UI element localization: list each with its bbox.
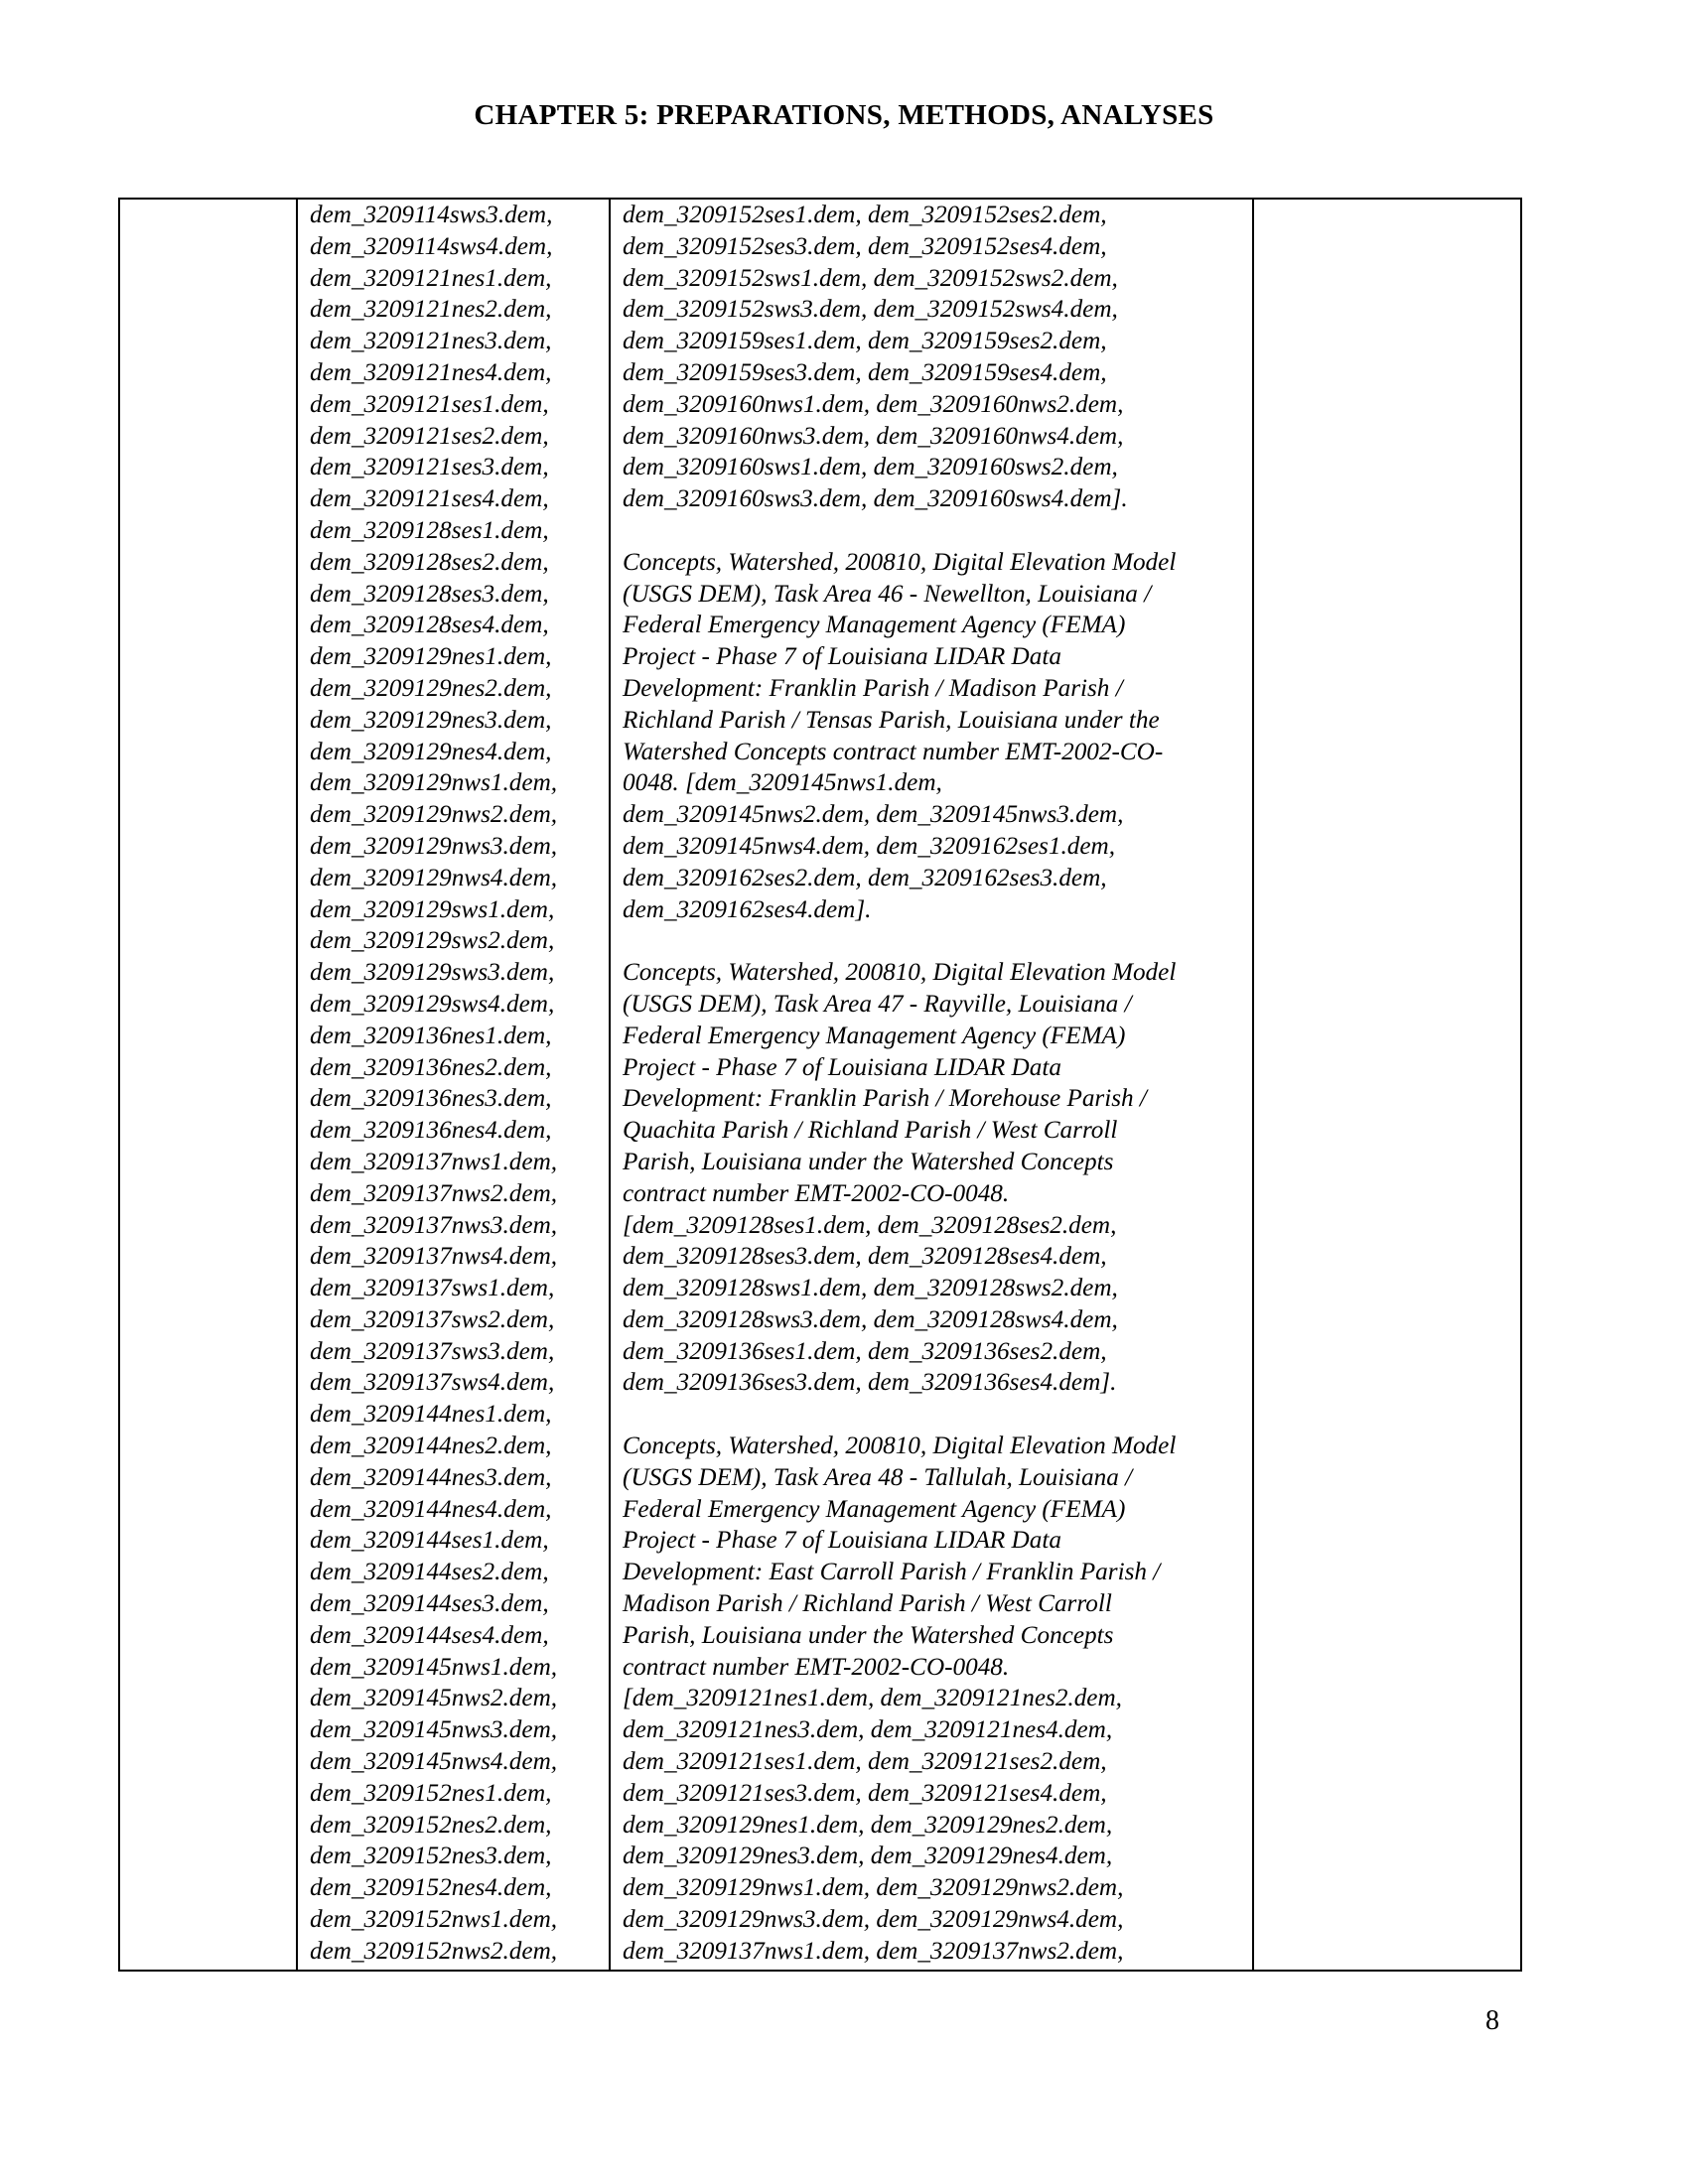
blank-line — [623, 1399, 1248, 1431]
table-text-line: dem_3209144nes3.dem, — [310, 1463, 552, 1491]
table-text-line: dem_3209152nes2.dem, — [310, 1811, 552, 1839]
table-text-line: dem_3209121nes2.dem, — [310, 296, 552, 324]
table-text-line: dem_3209121ses1.dem, — [310, 390, 549, 418]
table-text-line: dem_3209128sws1.dem, dem_3209128sws2.dem, — [623, 1275, 1118, 1302]
table-text-line: Federal Emergency Management Agency (FEMA) — [623, 1022, 1126, 1049]
column-divider-2 — [609, 200, 611, 1970]
table-text-line: dem_3209160sws3.dem, dem_3209160sws4.dem]. — [623, 485, 1128, 513]
table-text-line: dem_3209129nws1.dem, — [310, 769, 558, 797]
references-table — [118, 198, 1522, 1972]
table-text-line: dem_3209137nws2.dem, — [310, 1179, 558, 1207]
table-text-line: dem_3209152nws2.dem, — [310, 1937, 558, 1965]
table-text-line: dem_3209137nws1.dem, — [310, 1148, 558, 1175]
column-divider-3 — [1252, 200, 1254, 1970]
table-text-line: dem_3209145nws2.dem, dem_3209145nws3.dem, — [623, 801, 1124, 829]
table-text-line: dem_3209136ses3.dem, dem_3209136ses4.dem]. — [623, 1369, 1117, 1397]
table-text-line: dem_3209129sws1.dem, — [310, 895, 555, 923]
table-text-line: dem_3209144ses3.dem, — [310, 1590, 549, 1618]
table-text-line: dem_3209137nws3.dem, — [310, 1211, 558, 1239]
table-text-line: Project - Phase 7 of Louisiana LIDAR Data — [623, 1053, 1061, 1081]
table-text-line: dem_3209162ses4.dem]. — [623, 895, 872, 923]
table-text-line: dem_3209129sws2.dem, — [310, 927, 555, 955]
table-text-line: dem_3209128ses2.dem, — [310, 548, 549, 576]
table-text-line: dem_3209144nes4.dem, — [310, 1495, 552, 1523]
table-text-line: dem_3209162ses2.dem, dem_3209162ses3.dem, — [623, 864, 1107, 891]
table-text-line: dem_3209136nes4.dem, — [310, 1117, 552, 1145]
table-text-line: dem_3209145nws2.dem, — [310, 1685, 558, 1712]
table-text-line: (USGS DEM), Task Area 48 - Tallulah, Louisiana / — [623, 1463, 1133, 1491]
table-text-line: dem_3209136nes2.dem, — [310, 1053, 552, 1081]
table-column-citations — [623, 200, 1248, 1968]
table-text-line: dem_3209144nes1.dem, — [310, 1401, 552, 1429]
table-text-line: dem_3209128ses1.dem, — [310, 516, 549, 544]
table-text-line: dem_3209136nes1.dem, — [310, 1022, 552, 1049]
page-title: CHAPTER 5: PREPARATIONS, METHODS, ANALYSES — [474, 99, 1214, 131]
table-text-line: (USGS DEM), Task Area 47 - Rayville, Louisiana / — [623, 990, 1132, 1018]
table-text-line: dem_3209114sws3.dem, — [310, 202, 553, 228]
table-text-line: dem_3209152nws1.dem, — [310, 1906, 558, 1934]
table-text-line: dem_3209152ses1.dem, dem_3209152ses2.dem, — [623, 202, 1107, 228]
table-text-line: dem_3209137sws1.dem, — [310, 1275, 555, 1302]
table-text-line: dem_3209137sws2.dem, — [310, 1305, 555, 1333]
table-text-line: Watershed Concepts contract number EMT-2002-CO- — [623, 738, 1164, 765]
table-column-dem-files — [310, 200, 606, 1968]
table-text-line: dem_3209160nws3.dem, dem_3209160nws4.dem, — [623, 422, 1124, 450]
table-text-line: [dem_3209128ses1.dem, dem_3209128ses2.dem, — [623, 1211, 1117, 1239]
table-text-line: dem_3209114sws4.dem, — [310, 232, 553, 260]
table-text-line: dem_3209121ses1.dem, dem_3209121ses2.dem, — [623, 1748, 1107, 1776]
table-text-line: dem_3209137nws4.dem, — [310, 1243, 558, 1271]
table-text-line: Concepts, Watershed, 200810, Digital Elevation Model — [623, 959, 1177, 987]
table-text-line: dem_3209129sws3.dem, — [310, 959, 555, 987]
table-text-line: dem_3209144ses4.dem, — [310, 1621, 549, 1649]
table-text-line: Quachita Parish / Richland Parish / West Carroll — [623, 1117, 1118, 1145]
table-text-line: dem_3209129nes3.dem, dem_3209129nes4.dem, — [623, 1843, 1113, 1870]
blank-line — [623, 925, 1248, 957]
table-text-line: dem_3209144ses2.dem, — [310, 1559, 549, 1586]
table-text-line: (USGS DEM), Task Area 46 - Newellton, Louisiana / — [623, 580, 1152, 608]
table-text-line: dem_3209159ses1.dem, dem_3209159ses2.dem, — [623, 328, 1107, 355]
table-text-line: dem_3209129nes4.dem, — [310, 738, 552, 765]
table-text-line: dem_3209121ses3.dem, — [310, 454, 549, 481]
table-text-line: dem_3209129nes1.dem, dem_3209129nes2.dem, — [623, 1811, 1113, 1839]
table-text-line: dem_3209129nws3.dem, — [310, 832, 558, 860]
table-text-line: dem_3209137sws3.dem, — [310, 1337, 555, 1365]
column-divider-1 — [296, 200, 298, 1970]
table-text-line: Parish, Louisiana under the Watershed Concepts — [623, 1148, 1114, 1175]
table-text-line: dem_3209136ses1.dem, dem_3209136ses2.dem, — [623, 1337, 1107, 1365]
table-text-line: dem_3209145nws3.dem, — [310, 1716, 558, 1744]
table-text-line: dem_3209128ses3.dem, — [310, 580, 549, 608]
table-text-line: dem_3209160nws1.dem, dem_3209160nws2.dem, — [623, 390, 1124, 418]
table-text-line: dem_3209152sws1.dem, dem_3209152sws2.dem, — [623, 264, 1118, 292]
table-text-line: dem_3209129nes1.dem, — [310, 643, 552, 671]
table-text-line: dem_3209128ses4.dem, — [310, 612, 549, 639]
table-text-line: contract number EMT-2002-CO-0048. — [623, 1179, 1010, 1207]
table-text-line: dem_3209129nws3.dem, dem_3209129nws4.dem, — [623, 1906, 1124, 1934]
table-text-line: dem_3209129nws4.dem, — [310, 864, 558, 891]
table-text-line: dem_3209152nes1.dem, — [310, 1779, 552, 1807]
page-number: 8 — [1485, 2005, 1499, 2036]
table-text-line: Project - Phase 7 of Louisiana LIDAR Data — [623, 1527, 1061, 1555]
table-text-line: Parish, Louisiana under the Watershed Concepts — [623, 1621, 1114, 1649]
table-text-line: dem_3209152nes4.dem, — [310, 1874, 552, 1902]
table-text-line: Madison Parish / Richland Parish / West Carroll — [623, 1590, 1112, 1618]
table-text-line: Development: Franklin Parish / Madison Parish / — [623, 674, 1123, 702]
table-text-line: 0048. [dem_3209145nws1.dem, — [623, 769, 942, 797]
table-text-line: dem_3209152ses3.dem, dem_3209152ses4.dem, — [623, 232, 1107, 260]
table-text-line: Federal Emergency Management Agency (FEMA) — [623, 612, 1126, 639]
table-text-line: dem_3209129nes3.dem, — [310, 706, 552, 734]
table-text-line: dem_3209137nws1.dem, dem_3209137nws2.dem, — [623, 1937, 1124, 1965]
table-text-line: dem_3209129nes2.dem, — [310, 674, 552, 702]
table-text-line: Development: East Carroll Parish / Franklin Parish / — [623, 1559, 1161, 1586]
table-text-line: Concepts, Watershed, 200810, Digital Elevation Model — [623, 1433, 1177, 1460]
table-text-line: dem_3209121nes3.dem, — [310, 328, 552, 355]
table-text-line: dem_3209145nws4.dem, — [310, 1748, 558, 1776]
table-text-line: dem_3209121ses3.dem, dem_3209121ses4.dem, — [623, 1779, 1107, 1807]
table-text-line: dem_3209128ses3.dem, dem_3209128ses4.dem, — [623, 1243, 1107, 1271]
table-text-line: dem_3209152sws3.dem, dem_3209152sws4.dem, — [623, 296, 1118, 324]
table-text-line: dem_3209121nes1.dem, — [310, 264, 552, 292]
table-text-line: dem_3209144ses1.dem, — [310, 1527, 549, 1555]
table-text-line: dem_3209129nws2.dem, — [310, 801, 558, 829]
table-text-line: dem_3209145nws4.dem, dem_3209162ses1.dem, — [623, 832, 1116, 860]
table-text-line: dem_3209121nes4.dem, — [310, 358, 552, 386]
table-text-line: contract number EMT-2002-CO-0048. — [623, 1653, 1010, 1681]
table-text-line: Project - Phase 7 of Louisiana LIDAR Data — [623, 643, 1061, 671]
table-text-line: dem_3209121nes3.dem, dem_3209121nes4.dem, — [623, 1716, 1113, 1744]
table-text-line: Concepts, Watershed, 200810, Digital Elevation Model — [623, 548, 1177, 576]
table-text-line: dem_3209129nws1.dem, dem_3209129nws2.dem, — [623, 1874, 1124, 1902]
table-text-line: dem_3209152nes3.dem, — [310, 1843, 552, 1870]
table-text-line: dem_3209137sws4.dem, — [310, 1369, 555, 1397]
table-text-line: Richland Parish / Tensas Parish, Louisiana under the — [623, 706, 1160, 734]
table-text-line: [dem_3209121nes1.dem, dem_3209121nes2.dem, — [623, 1685, 1122, 1712]
table-text-line: dem_3209121ses2.dem, — [310, 422, 549, 450]
blank-line — [623, 515, 1248, 547]
table-text-line: dem_3209144nes2.dem, — [310, 1433, 552, 1460]
table-text-line: dem_3209145nws1.dem, — [310, 1653, 558, 1681]
table-text-line: dem_3209159ses3.dem, dem_3209159ses4.dem, — [623, 358, 1107, 386]
table-text-line: dem_3209160sws1.dem, dem_3209160sws2.dem, — [623, 454, 1118, 481]
table-text-line: dem_3209136nes3.dem, — [310, 1085, 552, 1113]
table-text-line: Development: Franklin Parish / Morehouse Parish / — [623, 1085, 1147, 1113]
table-text-line: dem_3209121ses4.dem, — [310, 485, 549, 513]
table-text-line: Federal Emergency Management Agency (FEMA) — [623, 1495, 1126, 1523]
table-text-line: dem_3209129sws4.dem, — [310, 990, 555, 1018]
table-text-line: dem_3209128sws3.dem, dem_3209128sws4.dem, — [623, 1305, 1118, 1333]
